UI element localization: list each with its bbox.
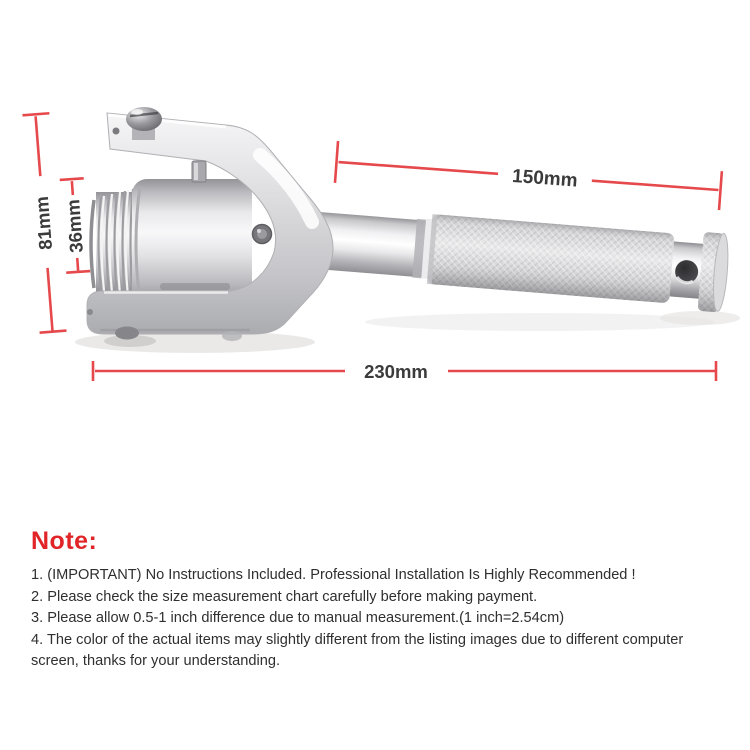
handle-knurled-grip: [427, 214, 675, 303]
note-item-3: 3. Please allow 0.5-1 inch difference due to manual measurement.(1 inch=2.54cm): [31, 610, 565, 626]
vertex-socket-screw: [253, 225, 272, 244]
lower-arm-hole: [87, 309, 93, 315]
note-item-4: 4. The color of the actual items may slightly different from the listing images due to different computer screen, thanks for your understanding.: [31, 631, 684, 669]
drum-slot: [160, 283, 230, 290]
note-title: Note:: [31, 527, 98, 555]
foot-pad: [222, 331, 242, 341]
dimension-230mm: [93, 361, 716, 382]
dimension-150mm-label: 150mm: [511, 165, 579, 192]
dimension-36mm: [60, 178, 90, 272]
tool-handle: [297, 200, 730, 313]
foot-bolt: [115, 327, 139, 340]
dimension-81mm: [22, 113, 66, 332]
note-item-2: 2. Please check the size measurement chart carefully before making payment.: [31, 588, 538, 605]
note-section: [31, 527, 725, 673]
threaded-drum: [91, 179, 252, 307]
arm-hole: [113, 128, 120, 135]
adjuster-pin: [192, 161, 206, 182]
dimension-230mm-label: 230mm: [364, 361, 428, 382]
dimension-150mm: [335, 141, 722, 211]
dimension-36mm-label: 36mm: [62, 198, 87, 254]
dimension-81mm-label: 81mm: [30, 195, 57, 251]
note-item-1: 1. (IMPORTANT) No Instructions Included. Professional Installation Is Highly Recommended !: [31, 567, 636, 583]
